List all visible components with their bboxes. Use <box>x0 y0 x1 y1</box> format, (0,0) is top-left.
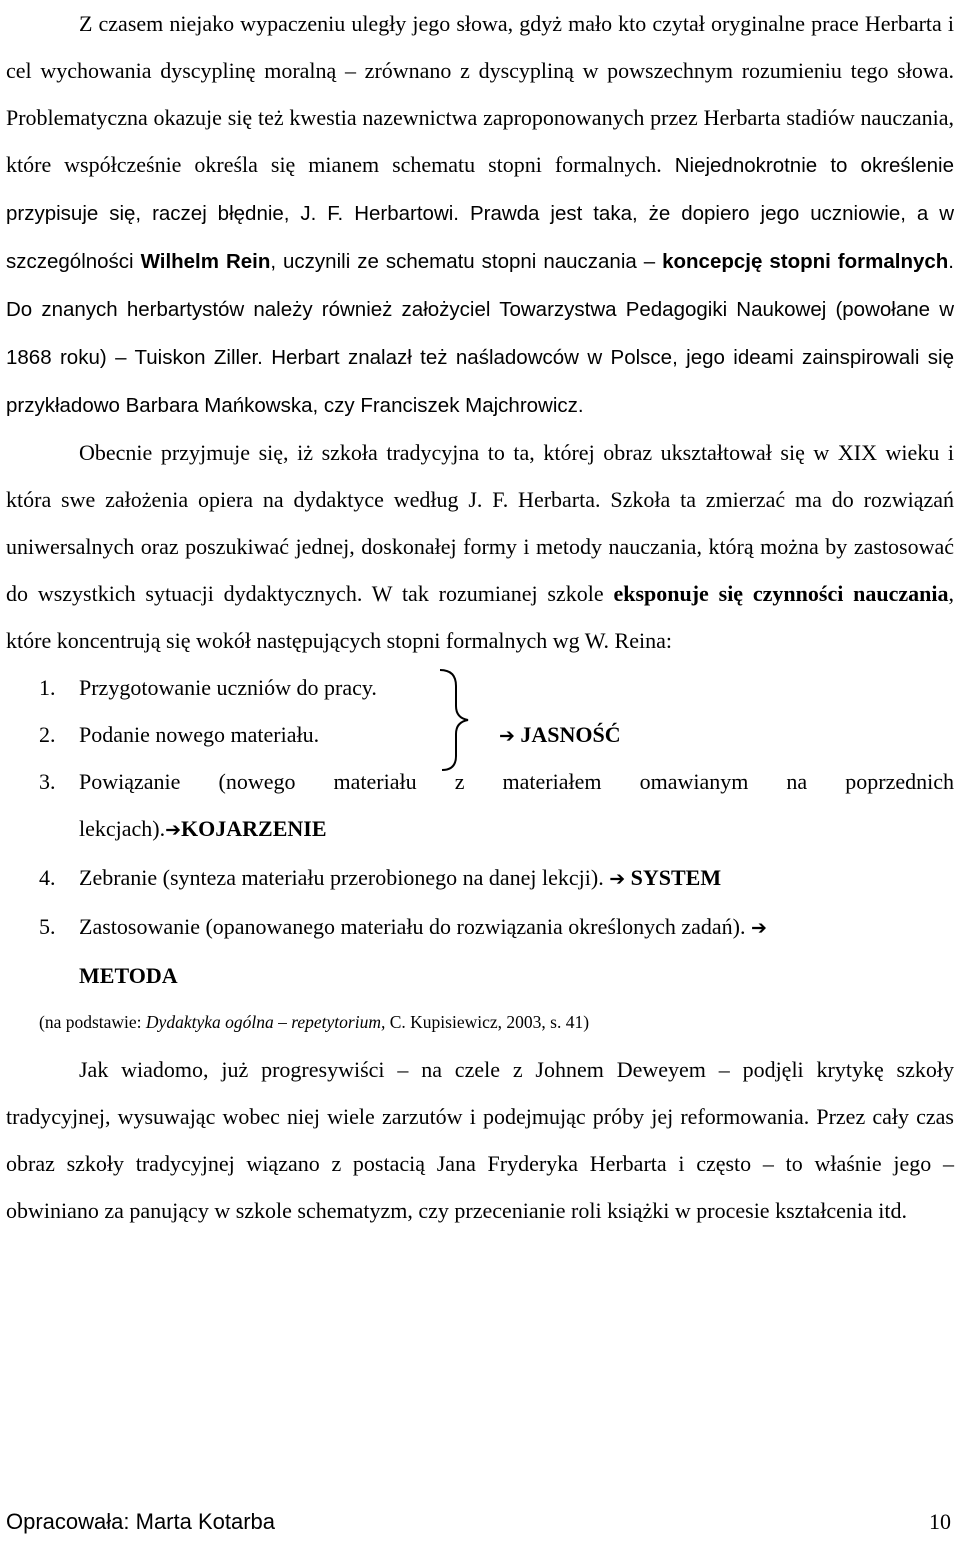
source-rest: C. Kupisiewicz, 2003, s. 41) <box>385 1012 590 1032</box>
list-text: Podanie nowego materiału. <box>79 722 320 747</box>
paragraph-herbart-legacy <box>6 0 954 429</box>
list-text: Zebranie (synteza materiału przerobionego na danej lekcji). <box>79 865 604 890</box>
document-page <box>6 0 954 1234</box>
p2-text-c: , które koncentrują się wokół następujących stopni formalnych wg W. Reina: <box>6 581 954 653</box>
list-item <box>6 711 954 758</box>
formal-steps-list <box>6 664 954 999</box>
p1-text-a: Z czasem niejako wypaczeniu uległy jego słowa, gdyż mało kto czytał oryginalne prace Herbarta i cel wychowania dyscyplinę moralną – zrównano z dyscypliną w powszechnym rozumieniu tego słowa. Problematyczna okazuje się też kwestia nazewnictwa zaproponowanych przez Herbarta stadiów nauczania, które współcześnie określa się mianem schematu stopni formalnych. <box>6 11 954 177</box>
p1-wilhelm-rein: Wilhelm Rein <box>140 250 271 273</box>
list-item <box>6 758 954 854</box>
source-prefix: (na podstawie: <box>39 1012 146 1032</box>
paragraph-traditional-school <box>6 429 954 664</box>
list-text: Powiązanie (nowego materiału z materiałem omawianym na poprzednich lekcjach). <box>79 769 954 841</box>
p1-text-d: , uczynili ze schematu stopni nauczania – <box>270 250 663 273</box>
list-item <box>6 903 954 999</box>
p1-text-b: Niejednokrotnie to określenie przypisuje się, raczej błędnie, J. F. Herbartowi. Prawda jest taka, że dopiero jego uczniowie, a w szczególności <box>6 154 954 273</box>
arrow-right-icon: ➔ <box>165 819 182 841</box>
p1-text-f: . Do znanych herbartystów należy również założyciel Towarzystwa Pedagogiki Naukowej (powołane w 1868 roku) – Tuiskon Ziller. Herbart znalazł też naśladowców w Polsce, jego ideami zainspirowali się przykładowo Barbara Mańkowska, czy Franciszek Majchrowicz. <box>6 250 954 417</box>
arrow-right-icon: ➔ <box>499 725 515 747</box>
list-text: Przygotowanie uczniów do pracy. <box>79 675 377 700</box>
list-number: 3. <box>39 769 56 794</box>
arrow-right-icon: ➔ <box>609 868 626 890</box>
p2-text-a: Obecnie przyjmuje się, iż szkoła tradycyjna to ta, której obraz ukształtował się w XIX wieku i która swe założenia opiera na dydaktyce według J. F. Herbarta. Szkoła ta zmierzać ma do rozwiązań uniwersalnych oraz poszukiwać jednej, doskonałej formy i metody nauczania, którą można by zastosować do wszystkich sytuacji dydaktycznych. W tak rozumianej szkole <box>6 440 954 606</box>
footer-author: Opracowała: Marta Kotarba <box>6 1509 276 1534</box>
list-text: Zastosowanie (opanowanego materiału do rozwiązania określonych zadań). <box>79 914 746 939</box>
source-title: Dydaktyka ogólna – repetytorium, <box>145 1012 386 1032</box>
arrow-right-icon: ➔ <box>750 917 767 939</box>
p2-emphasis: eksponuje się czynności nauczania <box>613 581 949 606</box>
jasnosc-text: JASNOŚĆ <box>520 722 621 747</box>
source-citation <box>6 999 954 1046</box>
list-number: 5. <box>39 914 56 939</box>
list-tag: METODA <box>79 963 178 988</box>
list-tag: SYSTEM <box>630 865 722 890</box>
list-tag: KOJARZENIE <box>181 816 327 841</box>
page-number: 10 <box>929 1509 951 1534</box>
list-number: 2. <box>39 722 56 747</box>
list-number: 1. <box>39 675 56 700</box>
list-item <box>6 854 954 903</box>
list-number: 4. <box>39 865 56 890</box>
list-item <box>6 664 954 711</box>
paragraph-progressivists: Jak wiadomo, już progresywiści – na czele z Johnem Deweyem – podjęli krytykę szkoły tradycyjnej, wysuwając wobec niej wiele zarzutów i podejmując próby jej reformowania. Przez cały czas obraz szkoły tradycyjnej wiązano z postacią Jana Fryderyka Herbarta i często – to właśnie jego – obwiniano za panujący w szkole schematyzm, czy przecenianie roli książki w procesie kształcenia itd. <box>6 1057 954 1223</box>
jasnosc-label <box>499 711 621 760</box>
p1-koncepcja: koncepcję stopni formalnych <box>662 250 949 273</box>
